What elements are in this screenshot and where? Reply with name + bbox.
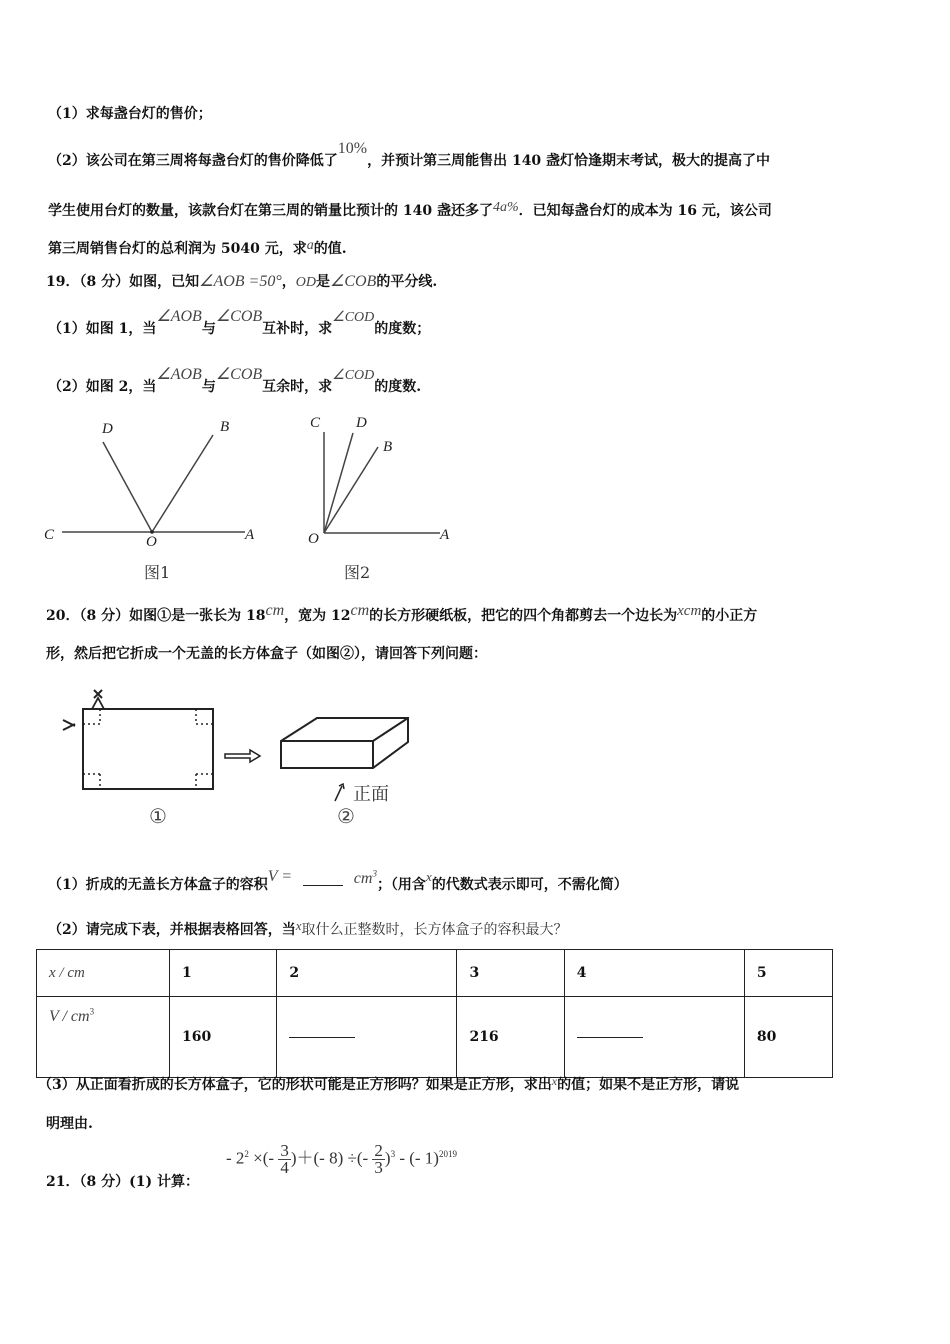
table-cell: 2 xyxy=(277,950,457,997)
q20-part3-line2: 明理由. xyxy=(46,1116,93,1132)
q20-part2: （2）请完成下表，并根据表格回答，当x取什么正整数时，长方体盒子的容积最大？ xyxy=(48,918,568,938)
figure-2-caption: 图2 xyxy=(344,563,371,582)
table-cell: 160 xyxy=(170,997,277,1078)
front-label: 正面 xyxy=(353,784,389,805)
q20-line2: 形，然后把它折成一个无盖的长方体盒子（如图②），请回答下列问题： xyxy=(46,646,487,662)
figure-1-caption-circled: ① xyxy=(149,804,167,828)
figure-2-angles: C D B O A 图2 xyxy=(300,410,470,585)
q19-part2: （2）如图 2，当∠AOB与∠COB互余时，求∠COD的度数. xyxy=(48,366,422,395)
q20-part1: （1）折成的无盖长方体盒子的容积$V = cm^3$；（用含x的代数式表示即可，不需化简） xyxy=(48,868,628,893)
table-row-x xyxy=(37,950,833,997)
table-cell: 80 xyxy=(744,997,832,1078)
fraction-3-4: $\frac{3}{4}$ xyxy=(280,1141,289,1177)
table-row-v xyxy=(37,997,833,1078)
q20-part3-line1: （3）从正面看折成的长方体盒子，它的形状可能是正方形吗？如果是正方形，求出x的值；如果不是正方形，请说 xyxy=(38,1074,740,1093)
table-cell-blank[interactable] xyxy=(277,997,457,1078)
q18-part1: （1）求每盏台灯的售价； xyxy=(48,106,212,122)
q19-header: 19．（8 分）如图，已知∠AOB =50°，OD是∠COB的平分线. xyxy=(46,273,438,290)
figure-1-diagram xyxy=(40,410,270,585)
table-header-v: V / $cm^3$ xyxy=(37,997,170,1078)
cardboard-folding-diagram xyxy=(55,684,415,834)
table-cell: 3 xyxy=(457,950,564,997)
q21-header: 21．（8 分）(1) 计算： xyxy=(46,1174,199,1190)
answer-blank[interactable] xyxy=(303,884,343,886)
q20-box-figure xyxy=(55,684,415,834)
q18-part2-line2: 学生使用台灯的数量，该款台灯在第三周的销量比预计的 140 盏还多了4a%．已知每盏台灯的成本为 16 元，该公司 xyxy=(48,200,772,219)
table-cell: 5 xyxy=(744,950,832,997)
q18-part2-line1: （2）该公司在第三周将每盏台灯的售价降低了10%，并预计第三周能售出 140 盏灯恰逢期末考试，极大的提高了中 xyxy=(48,140,771,169)
q20-line1: 20．（8 分）如图①是一张长为 18cm，宽为 12cm的长方形硬纸板，把它的四个角都剪去一个边长为xcm的小正方 xyxy=(46,602,758,624)
figure-1-caption: 图1 xyxy=(144,563,171,582)
answer-blank[interactable] xyxy=(289,1036,355,1038)
figure-1-angles: C O A D B 图1 xyxy=(40,410,270,585)
table-cell: 4 xyxy=(564,950,744,997)
q18-part2-line3: 第三周销售台灯的总利润为 5040 元，求a的值. xyxy=(48,238,347,257)
answer-blank[interactable] xyxy=(577,1036,643,1038)
q19-part1: （1）如图 1，当∠AOB与∠COB互补时，求∠COD的度数； xyxy=(48,308,431,337)
math-4a-percent: 4a% xyxy=(492,200,519,215)
table-cell: 216 xyxy=(457,997,564,1078)
table-cell: 1 xyxy=(170,950,277,997)
figure-2-caption-circled: ② xyxy=(337,804,355,828)
volume-table xyxy=(36,949,833,1078)
math-percent: 10% xyxy=(337,140,368,157)
table-cell-blank[interactable] xyxy=(564,997,744,1078)
figure-2-diagram xyxy=(300,410,470,585)
table-header-x: x / cm xyxy=(37,950,170,997)
q21-expression: - $2^2$ ×(- $\frac{3}{4}$ )＋(- 8) ÷(- $\frac{2}{3}$ )$^3$ - (- 1)$^{2019}$ xyxy=(226,1141,457,1177)
fraction-2-3: $\frac{2}{3}$ xyxy=(374,1141,383,1177)
